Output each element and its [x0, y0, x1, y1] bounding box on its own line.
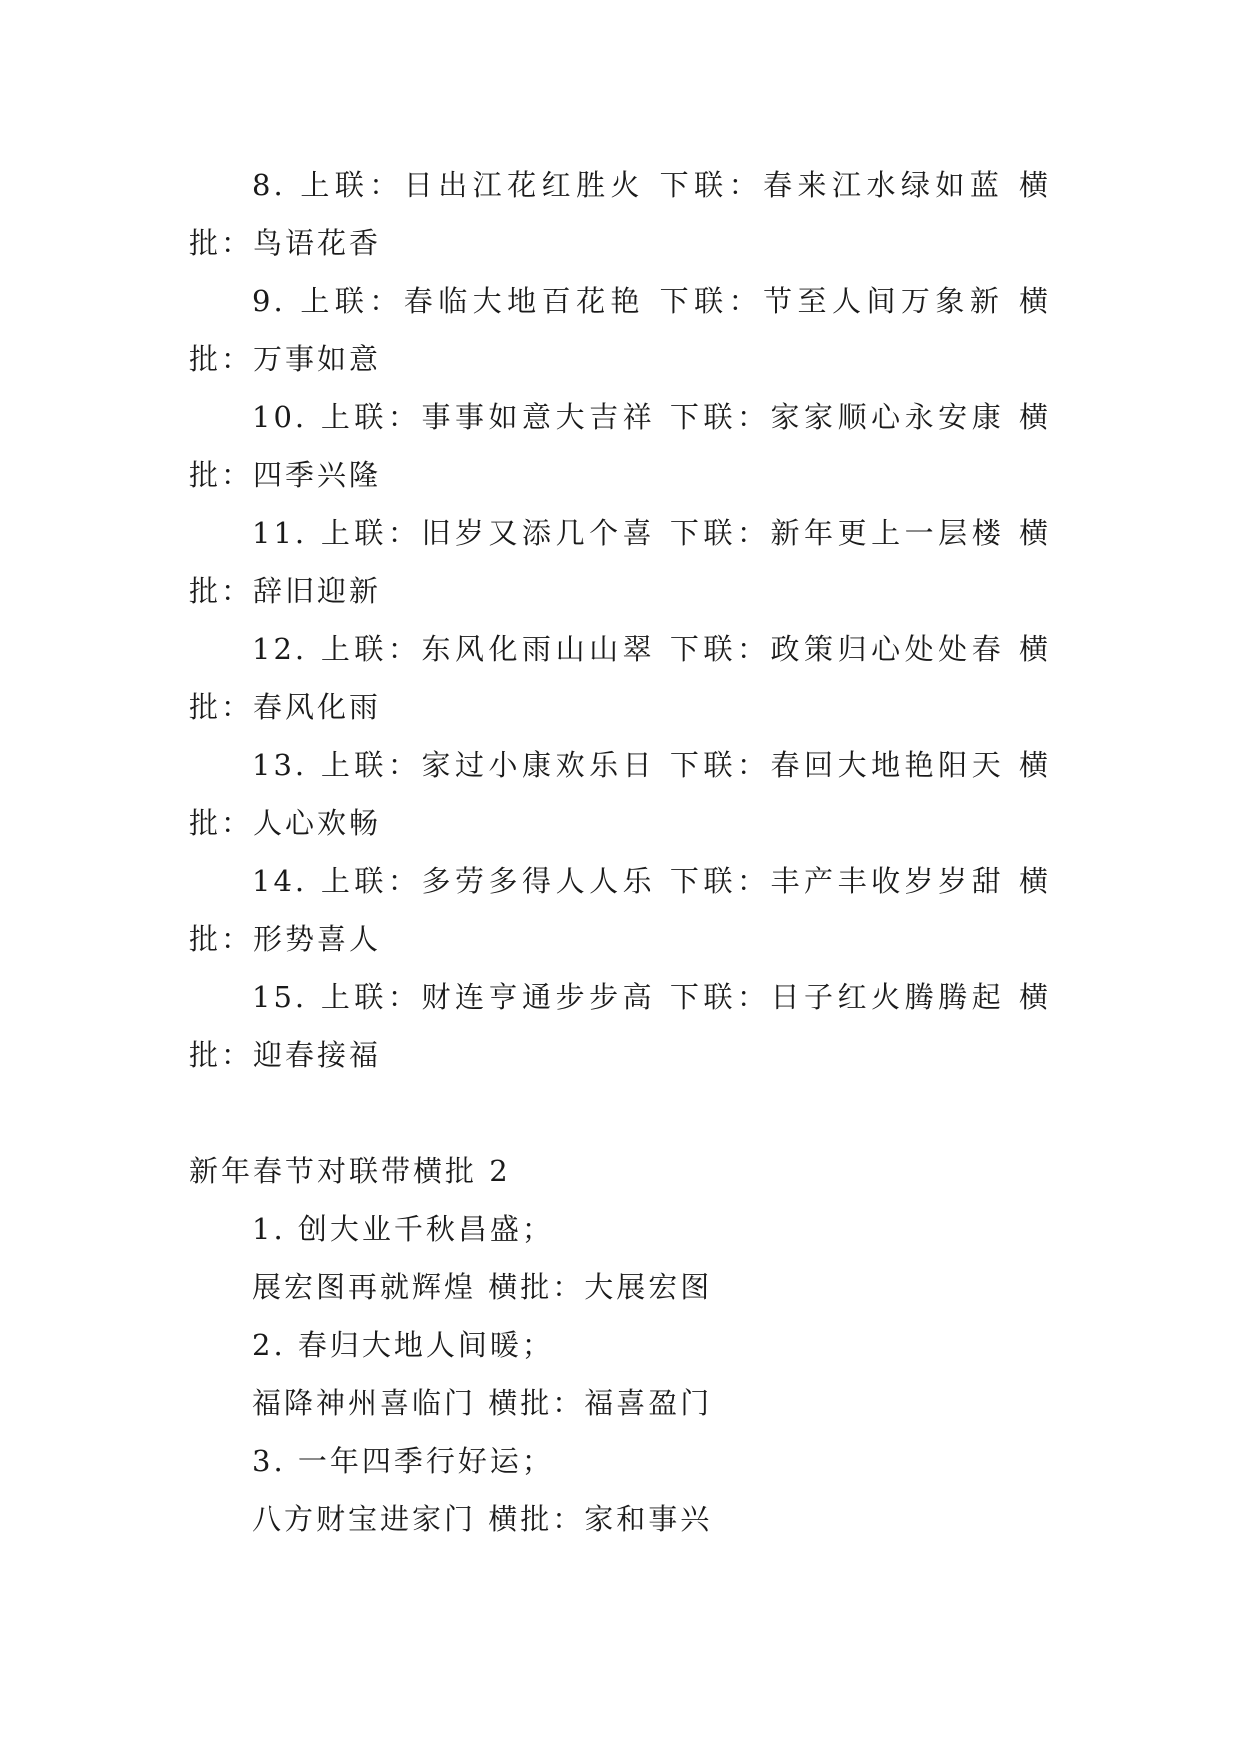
document-body [189, 156, 1051, 1548]
couplet-paragraph-12: 12. 上联：东风化雨山山翠 下联：政策归心处处春 横批：春风化雨 [189, 632, 1051, 724]
couplet-item-3-first-line: 3. 一年四季行好运； [252, 1444, 554, 1478]
section-heading: 新年春节对联带横批 2 [189, 1154, 511, 1188]
couplet-paragraph-15: 15. 上联：财连亨通步步高 下联：日子红火腾腾起 横批：迎春接福 [189, 980, 1051, 1072]
couplet-item-2-first-line: 2. 春归大地人间暖； [252, 1328, 554, 1362]
couplet-list [189, 1200, 1051, 1548]
couplet-item-3-second-line: 八方财宝进家门 横批：家和事兴 [252, 1502, 713, 1536]
couplet-item-1-first-line: 1. 创大业千秋昌盛； [252, 1212, 554, 1246]
couplet-paragraph-14: 14. 上联：多劳多得人人乐 下联：丰产丰收岁岁甜 横批：形势喜人 [189, 864, 1051, 956]
couplet-item-1-second-line: 展宏图再就辉煌 横批：大展宏图 [252, 1270, 713, 1304]
couplet-paragraph-13: 13. 上联：家过小康欢乐日 下联：春回大地艳阳天 横批：人心欢畅 [189, 748, 1051, 840]
couplet-paragraph-11: 11. 上联：旧岁又添几个喜 下联：新年更上一层楼 横批：辞旧迎新 [189, 516, 1051, 608]
couplet-paragraph-9: 9. 上联：春临大地百花艳 下联：节至人间万象新 横批：万事如意 [189, 284, 1051, 376]
couplet-paragraph-10: 10. 上联：事事如意大吉祥 下联：家家顺心永安康 横批：四季兴隆 [189, 400, 1051, 492]
couplet-item-2-second-line: 福降神州喜临门 横批：福喜盈门 [252, 1386, 713, 1420]
couplet-paragraph-8: 8. 上联：日出江花红胜火 下联：春来江水绿如蓝 横批：鸟语花香 [189, 168, 1051, 260]
